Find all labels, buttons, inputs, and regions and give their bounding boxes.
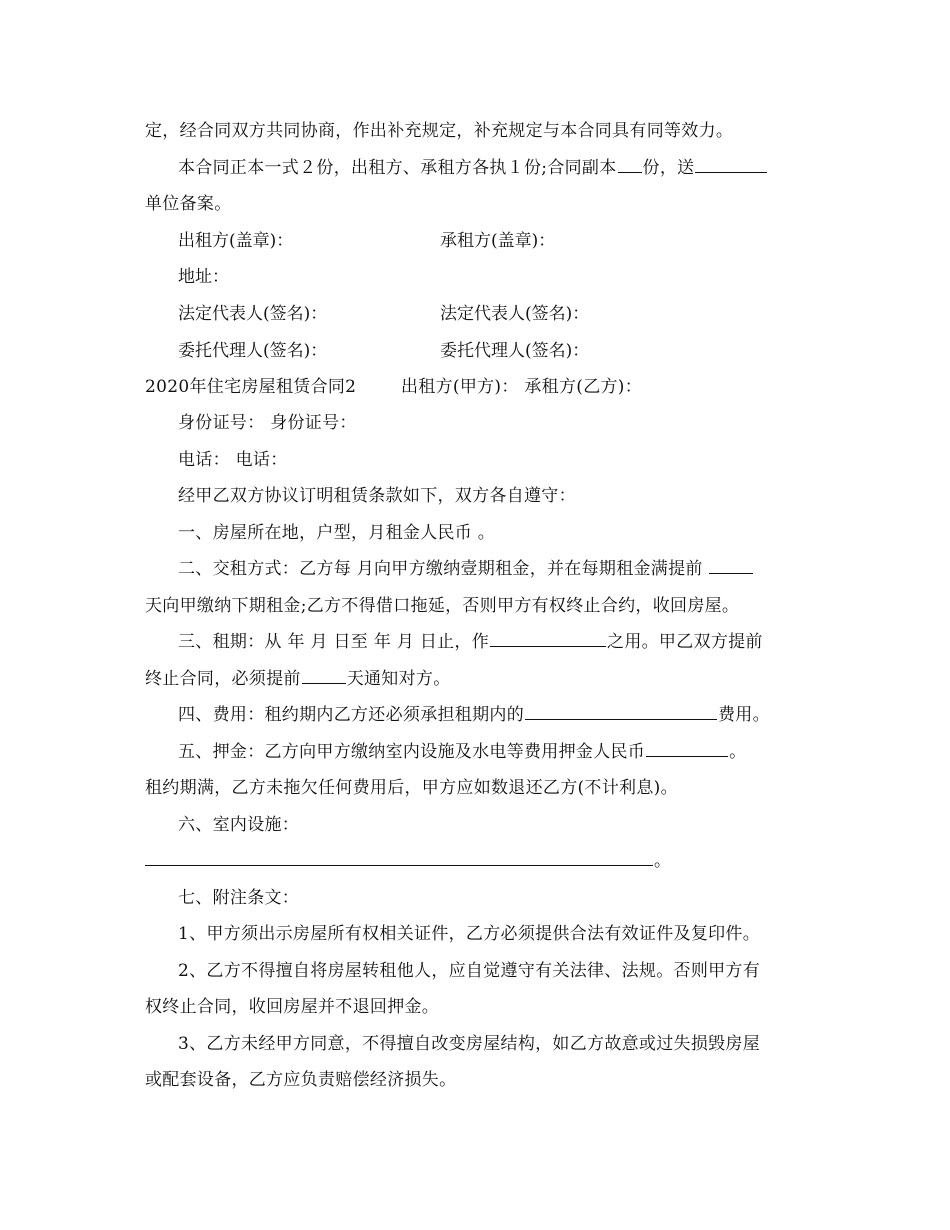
legal-rep-label: 法定代表人(签名)： [178, 304, 328, 324]
text-segment: 本合同正本一式２份，出租方、承租方各执１份;合同副本 [178, 158, 617, 178]
address-label: 地址： [178, 267, 229, 287]
paragraph-line: 定，经合同双方共同协商，作出补充规定，补充规定与本合同具有同等效力。 [145, 121, 734, 141]
lessor-seal-label: 出租方(盖章)： [178, 231, 294, 251]
text-segment: 三、租期：从 年 月 日至 年 月 日止，作 [178, 632, 490, 652]
signature-row [178, 303, 778, 325]
text-segment: 二、交租方式：乙方每 月向甲方缴纳壹期租金，并在每期租金满提前 [178, 559, 703, 579]
signature-row [178, 230, 778, 252]
blank-underline [145, 850, 653, 866]
paragraph-line [178, 631, 838, 653]
paragraph-line: 租约期满，乙方未拖欠任何费用后，甲方应如数退还乙方(不计利息)。 [145, 778, 678, 798]
blank-underline [490, 631, 606, 647]
paragraph-line [145, 850, 805, 872]
text-segment: 。 [654, 851, 672, 871]
paragraph-line: 1、甲方须出示房屋所有权相关证件，乙方必须提供合法有效证件及复印件。 [178, 924, 761, 944]
text-segment: 份，送 [642, 158, 695, 178]
blank-underline [618, 157, 642, 173]
paragraph-line: 经甲乙双方协议订明租赁条款如下，双方各自遵守： [178, 486, 576, 506]
legal-rep-label: 法定代表人(签名)： [440, 304, 590, 324]
paragraph-line: 单位备案。 [145, 194, 232, 214]
paragraph-line: 六、室内设施： [178, 815, 300, 835]
signature-row [178, 340, 778, 362]
text-segment: 费用。 [718, 705, 770, 725]
paragraph-line: 或配套设备，乙方应负责赔偿经济损失。 [145, 1070, 457, 1090]
paragraph-line [178, 704, 838, 726]
agent-label: 委托代理人(签名)： [440, 341, 590, 361]
blank-underline [302, 668, 346, 684]
lessee-seal-label: 承租方(盖章)： [440, 231, 556, 251]
blank-underline [695, 157, 767, 173]
paragraph-line: 一、房屋所在地，户型，月租金人民币 。 [178, 523, 496, 543]
paragraph-line: 身份证号： 身份证号： [178, 413, 357, 433]
parties-label: 出租方(甲方)： 承租方(乙方)： [401, 377, 643, 397]
text-segment: 。 [729, 742, 747, 762]
contract-title: 2020年住宅房屋租赁合同2 [145, 377, 357, 397]
contract-title-line [145, 376, 805, 398]
agent-label: 委托代理人(签名)： [178, 341, 328, 361]
text-segment: 天通知对方。 [346, 669, 451, 689]
paragraph-line: 2、乙方不得擅自将房屋转租他人，应自觉遵守有关法律、法规。否则甲方有 [178, 961, 761, 981]
paragraph-line [178, 157, 838, 179]
paragraph-line: 天向甲缴纳下期租金;乙方不得借口拖延，否则甲方有权终止合约，收回房屋。 [145, 596, 740, 616]
text-segment: 终止合同，必须提前 [145, 669, 301, 689]
text-segment: 之用。甲乙双方提前 [607, 632, 763, 652]
paragraph-line: 3、乙方未经甲方同意，不得擅自改变房屋结构，如乙方故意或过失损毁房屋 [178, 1034, 761, 1054]
paragraph-line [178, 741, 838, 763]
text-segment: 五、押金：乙方向甲方缴纳室内设施及水电等费用押金人民币 [178, 742, 646, 762]
blank-underline [525, 704, 717, 720]
paragraph-line: 七、附注条文： [178, 888, 300, 908]
blank-underline [646, 741, 728, 757]
paragraph-line [145, 668, 805, 690]
paragraph-line: 权终止合同，收回房屋并不退回押金。 [145, 997, 440, 1017]
text-segment: 四、费用：租约期内乙方还必须承担租期内的 [178, 705, 524, 725]
paragraph-line: 电话： 电话： [178, 450, 288, 470]
blank-underline [709, 558, 753, 574]
paragraph-line [178, 558, 838, 580]
